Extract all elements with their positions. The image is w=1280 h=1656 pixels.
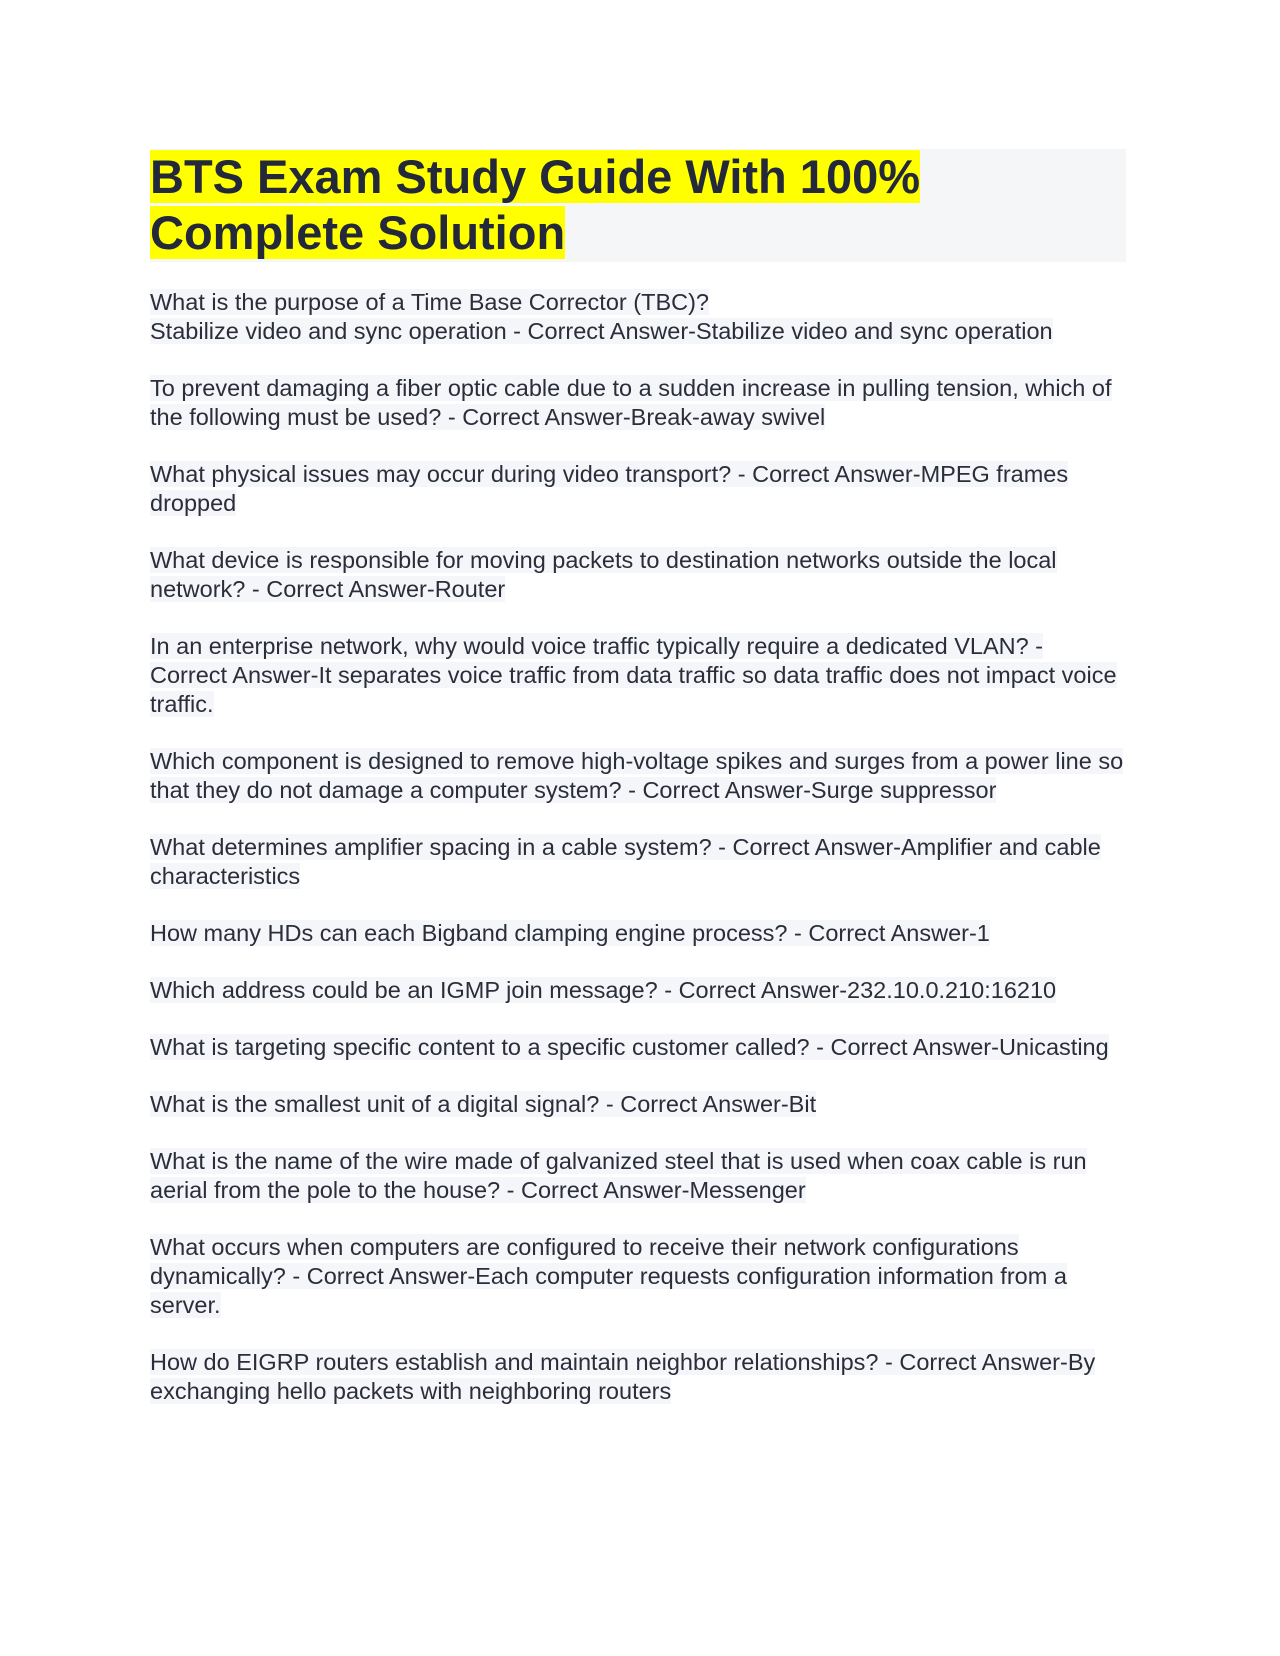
qa-item (150, 1348, 1126, 1406)
qa-text: Which address could be an IGMP join message? - Correct Answer-232.10.0.210:16210 (150, 977, 1057, 1003)
qa-item (150, 288, 1126, 346)
qa-item (150, 1147, 1126, 1205)
title-block (150, 149, 1126, 262)
qa-item (150, 460, 1126, 518)
qa-text: To prevent damaging a fiber optic cable due to a sudden increase in pulling tension, which of the following must be used? - Correct Answer-Break-away swivel (150, 375, 1112, 430)
qa-text: What physical issues may occur during video transport? - Correct Answer-MPEG frames dropped (150, 461, 1069, 516)
qa-item (150, 546, 1126, 604)
qa-item (150, 976, 1126, 1005)
qa-answer: Stabilize video and sync operation - Correct Answer-Stabilize video and sync operation (150, 318, 1053, 344)
qa-item (150, 919, 1126, 948)
qa-item (150, 374, 1126, 432)
qa-item (150, 632, 1126, 719)
qa-text: In an enterprise network, why would voice traffic typically require a dedicated VLAN? - Correct Answer-It separates voice traffic from data traffic so data traffic does not impact voice traffic. (150, 633, 1117, 717)
qa-text: What is the smallest unit of a digital signal? - Correct Answer-Bit (150, 1091, 817, 1117)
qa-text: How many HDs can each Bigband clamping engine process? - Correct Answer-1 (150, 920, 990, 946)
title-line-2: Complete Solution (150, 206, 566, 259)
qa-question: What is the purpose of a Time Base Corrector (TBC)? (150, 289, 709, 315)
qa-text: How do EIGRP routers establish and maintain neighbor relationships? - Correct Answer-By exchanging hello packets with neighboring routers (150, 1349, 1096, 1404)
qa-text: What is targeting specific content to a specific customer called? - Correct Answer-Unicasting (150, 1034, 1109, 1060)
qa-item (150, 1233, 1126, 1320)
qa-text: What determines amplifier spacing in a cable system? - Correct Answer-Amplifier and cable characteristics (150, 834, 1101, 889)
qa-text: What device is responsible for moving packets to destination networks outside the local network? - Correct Answer-Router (150, 547, 1057, 602)
qa-item (150, 1033, 1126, 1062)
qa-item (150, 833, 1126, 891)
document-page (150, 149, 1126, 1434)
title-line-1: BTS Exam Study Guide With 100% (150, 150, 921, 203)
qa-text: Which component is designed to remove high-voltage spikes and surges from a power line so that they do not damage a computer system? - Correct Answer-Surge suppressor (150, 748, 1124, 803)
qa-item (150, 1090, 1126, 1119)
document-title (150, 149, 1126, 261)
qa-text: What occurs when computers are configured to receive their network configurations dynamically? - Correct Answer-Each computer requests configuration information from a server. (150, 1234, 1067, 1318)
qa-text: What is the name of the wire made of galvanized steel that is used when coax cable is run aerial from the pole to the house? - Correct Answer-Messenger (150, 1148, 1087, 1203)
qa-item (150, 747, 1126, 805)
